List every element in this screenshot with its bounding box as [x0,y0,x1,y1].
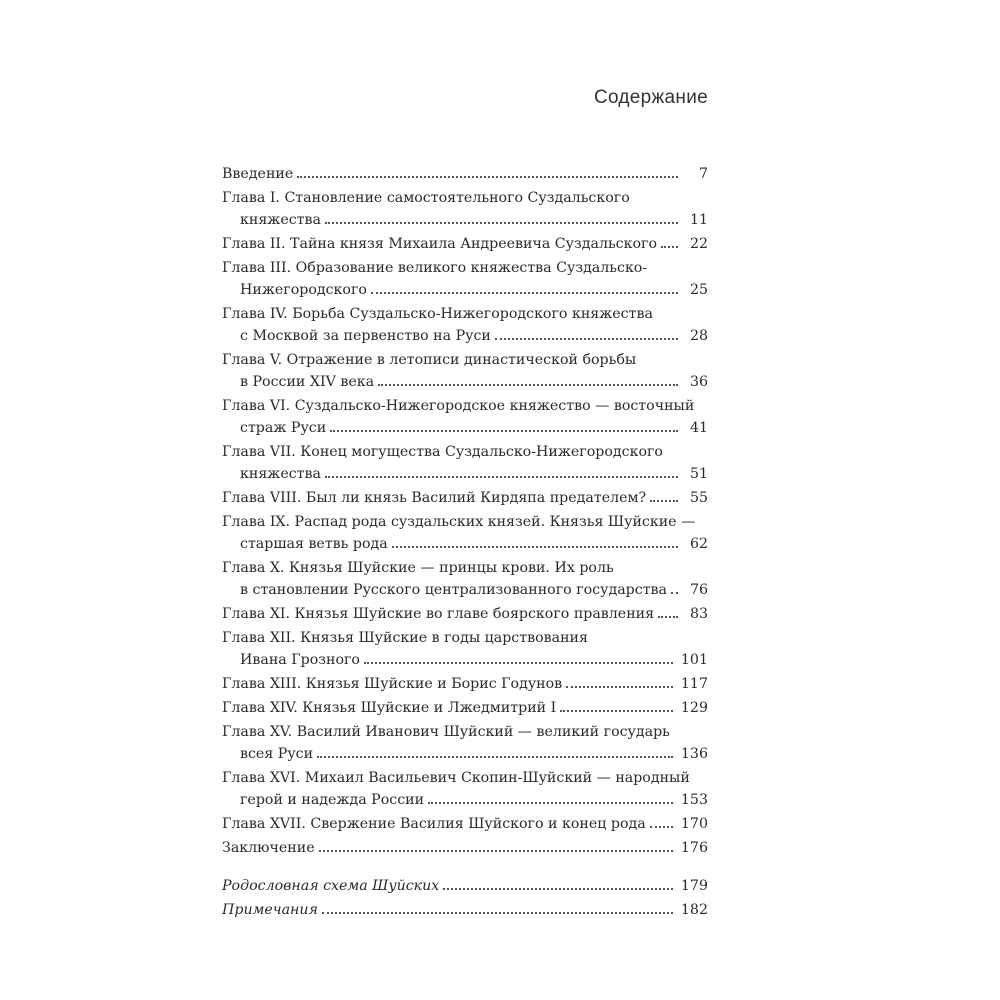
toc-entry-title-cont: в становлении Русского централизованного государства [240,582,667,598]
toc-entry-title: Глава III. Образование великого княжества Суздальско- [222,260,648,276]
toc-entry-title-cont: с Москвой за первенство на Руси [240,328,491,344]
toc-page-number: 76 [689,582,708,598]
toc-entry [222,511,708,555]
toc-entry [222,557,708,601]
leader-dots [325,222,678,224]
toc-entry-title-cont: страж Руси [240,420,327,436]
toc-page-number: 28 [689,328,708,344]
toc-page-number: 117 [680,676,708,692]
toc-entry-title: Глава IV. Борьба Суздальско-Нижегородского княжества [222,306,653,322]
toc-entry-title: Примечания [222,902,318,918]
toc-page-number: 83 [689,606,708,622]
toc-entry [222,721,708,765]
toc-page-number: 36 [689,374,708,390]
leader-dots [650,826,673,828]
toc-entry-title-cont: всея Руси [240,746,314,762]
toc-entry-title: Глава II. Тайна князя Михаила Андреевича Суздальского [222,236,658,252]
leader-dots [658,616,678,618]
table-of-contents [222,163,708,923]
toc-page-number: 25 [689,282,708,298]
leader-dots [443,888,673,890]
toc-entry-title: Глава XIII. Князья Шуйские и Борис Годунов [222,676,563,692]
toc-entry-title: Глава VIII. Был ли князь Василий Кирдяпа предателем? [222,490,647,506]
leader-dots [671,592,678,594]
toc-entry [222,395,708,439]
leader-dots [566,686,673,688]
toc-entry [222,163,708,185]
leader-dots [495,338,678,340]
toc-page-number: 11 [689,212,708,228]
leader-dots [319,850,673,852]
toc-page-number: 176 [680,840,708,856]
toc-entry [222,233,708,255]
toc-entry-title: Глава I. Становление самостоятельного Суздальского [222,190,630,206]
toc-page-number: 22 [689,236,708,252]
toc-entry [222,627,708,671]
toc-entry-title: Глава IX. Распад рода суздальских князей. Князья Шуйские — [222,514,696,530]
toc-entry-title: Глава X. Князья Шуйские — принцы крови. Их роль [222,560,614,576]
leader-dots [330,430,678,432]
toc-page-number: 129 [680,700,708,716]
toc-entry [222,187,708,231]
leader-dots [560,710,673,712]
toc-page-number: 182 [680,902,708,918]
toc-page-number: 7 [698,166,708,182]
leader-dots [650,500,678,502]
toc-entry-title-cont: Нижегородского [240,282,367,298]
toc-entry-title-cont: старшая ветвь рода [240,536,388,552]
toc-page-number: 136 [680,746,708,762]
toc-entry [222,257,708,301]
leader-dots [322,912,673,914]
toc-entry [222,813,708,835]
toc-entry-title: Глава V. Отражение в летописи династической борьбы [222,352,637,368]
toc-entry [222,673,708,695]
toc-page-number: 153 [680,792,708,808]
toc-entry [222,303,708,347]
leader-dots [392,546,678,548]
toc-entry [222,899,708,921]
leader-dots [428,802,673,804]
toc-entry [222,603,708,625]
toc-entry-title: Глава XV. Василий Иванович Шуйский — великий государь [222,724,670,740]
toc-entry-title: Глава XII. Князья Шуйские в годы царствования [222,630,588,646]
leader-dots [661,246,678,248]
toc-entry-title: Глава VI. Суздальско-Нижегородское княжество — восточный [222,398,695,414]
toc-entry [222,697,708,719]
toc-entry-title-cont: княжества [240,466,321,482]
toc-entry-title: Глава XI. Князья Шуйские во главе боярского правления [222,606,655,622]
toc-entry [222,767,708,811]
toc-entry [222,837,708,859]
toc-entry-title: Глава XVI. Михаил Васильевич Скопин-Шуйский — народный [222,770,690,786]
toc-entry-title: Глава XIV. Князья Шуйские и Лжедмитрий I [222,700,557,716]
toc-page-number: 55 [689,490,708,506]
toc-page-number: 101 [680,652,708,668]
toc-entry-title-cont: герой и надежда России [240,792,425,808]
leader-dots [378,384,678,386]
toc-entry [222,441,708,485]
toc-entry-title-cont: в России XIV века [240,374,375,390]
toc-entry-title-cont: княжества [240,212,321,228]
toc-page-number: 179 [680,878,708,894]
toc-page-number: 41 [689,420,708,436]
toc-entry-title: Глава VII. Конец могущества Суздальско-Нижегородского [222,444,663,460]
leader-dots [364,662,673,664]
toc-entry-title: Введение [222,166,294,182]
toc-entry [222,875,708,897]
toc-entry [222,349,708,393]
toc-entry-title: Глава XVII. Свержение Василия Шуйского и конец рода [222,816,646,832]
leader-dots [371,292,678,294]
leader-dots [297,176,678,178]
page-title: Содержание [593,87,708,108]
toc-page-number: 62 [689,536,708,552]
toc-entry-title-cont: Ивана Грозного [240,652,360,668]
toc-page-number: 170 [680,816,708,832]
leader-dots [325,476,678,478]
toc-page-number: 51 [689,466,708,482]
leader-dots [317,756,673,758]
toc-entry-title: Заключение [222,840,315,856]
toc-entry [222,487,708,509]
toc-entry-title: Родословная схема Шуйских [222,878,440,894]
